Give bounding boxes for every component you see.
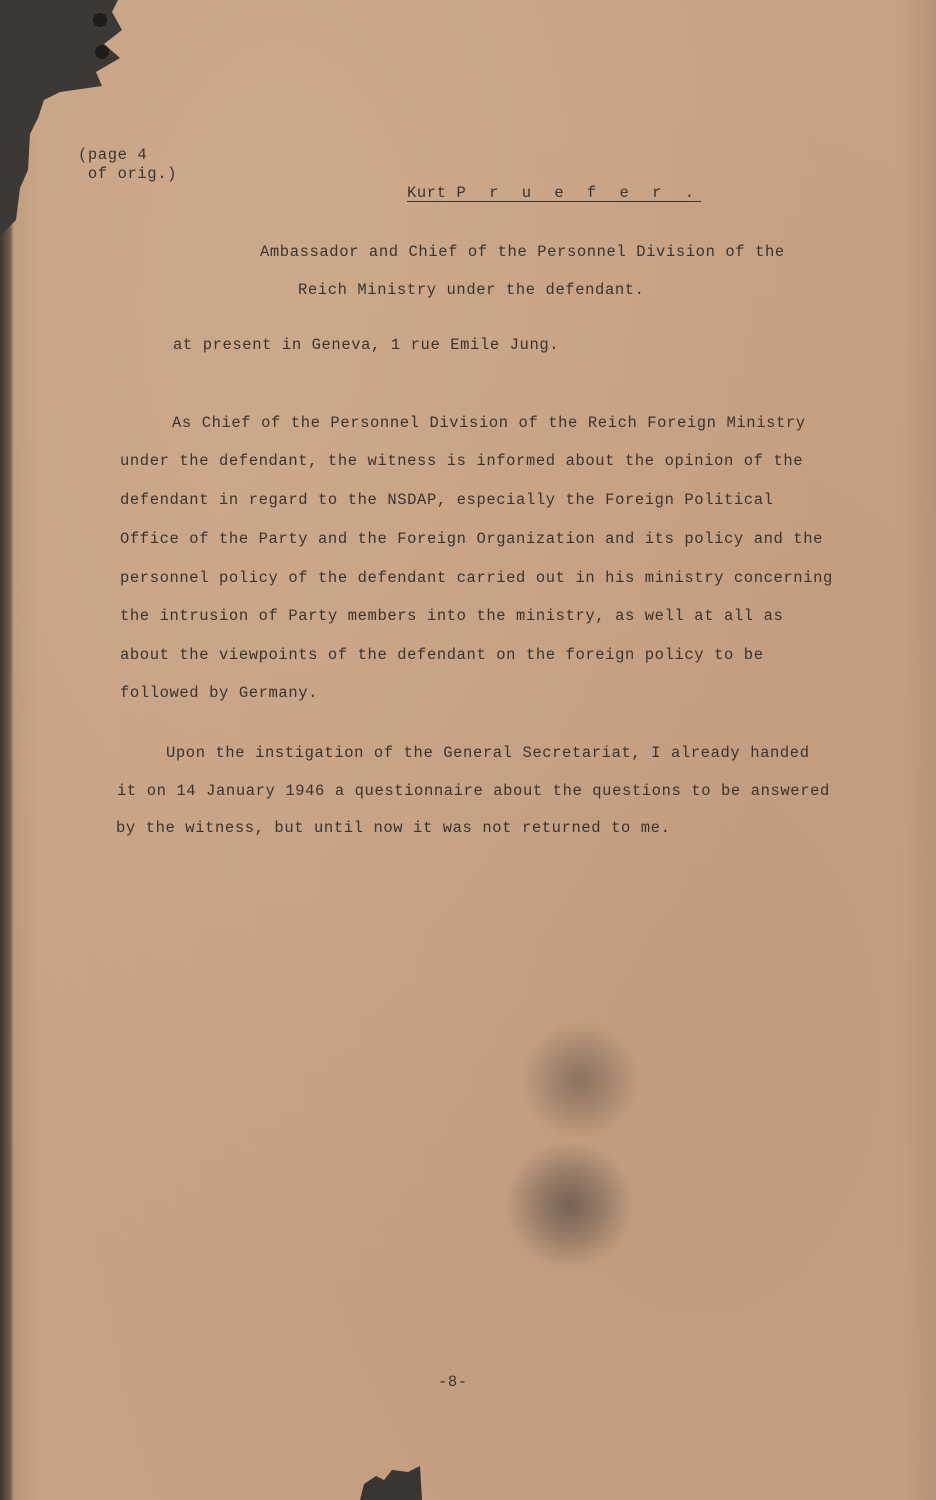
bottom-tear-mark [350,1462,430,1500]
ink-stain [520,1020,640,1140]
paragraph-line: under the defendant, the witness is informed about the opinion of the [120,452,804,470]
paragraph-line: the intrusion of Party members into the ministry, as well at all as [120,607,784,625]
paragraph-line: defendant in regard to the NSDAP, especially the Foreign Political [120,491,774,509]
paragraph-line: Office of the Party and the Foreign Organization and its policy and the [120,530,824,548]
title-last-name: P r u e f e r . [456,184,702,202]
paragraph-line: As Chief of the Personnel Division of the Reich Foreign Ministry [172,414,806,432]
paragraph-line: about the viewpoints of the defendant on the foreign policy to be [120,646,764,664]
title-first-name: Kurt [407,184,447,202]
page-number: -8- [438,1373,468,1391]
page-note: (page 4 of orig.) [78,146,178,183]
subtitle-line: Reich Ministry under the defendant. [298,281,645,299]
paragraph-line: it on 14 January 1946 a questionnaire about the questions to be answered [117,782,830,800]
paragraph-line: by the witness, but until now it was not returned to me. [116,819,671,837]
address-line: at present in Geneva, 1 rue Emile Jung. [173,336,560,354]
torn-corner-mark [0,0,140,240]
paragraph-line: Upon the instigation of the General Secretariat, I already handed [166,744,810,762]
paragraph-line: followed by Germany. [120,684,319,702]
subtitle-line: Ambassador and Chief of the Personnel Division of the [260,243,785,261]
document-title [407,183,701,203]
ink-stain [505,1140,635,1270]
paragraph-line: personnel policy of the defendant carried out in his ministry concerning [120,569,833,587]
